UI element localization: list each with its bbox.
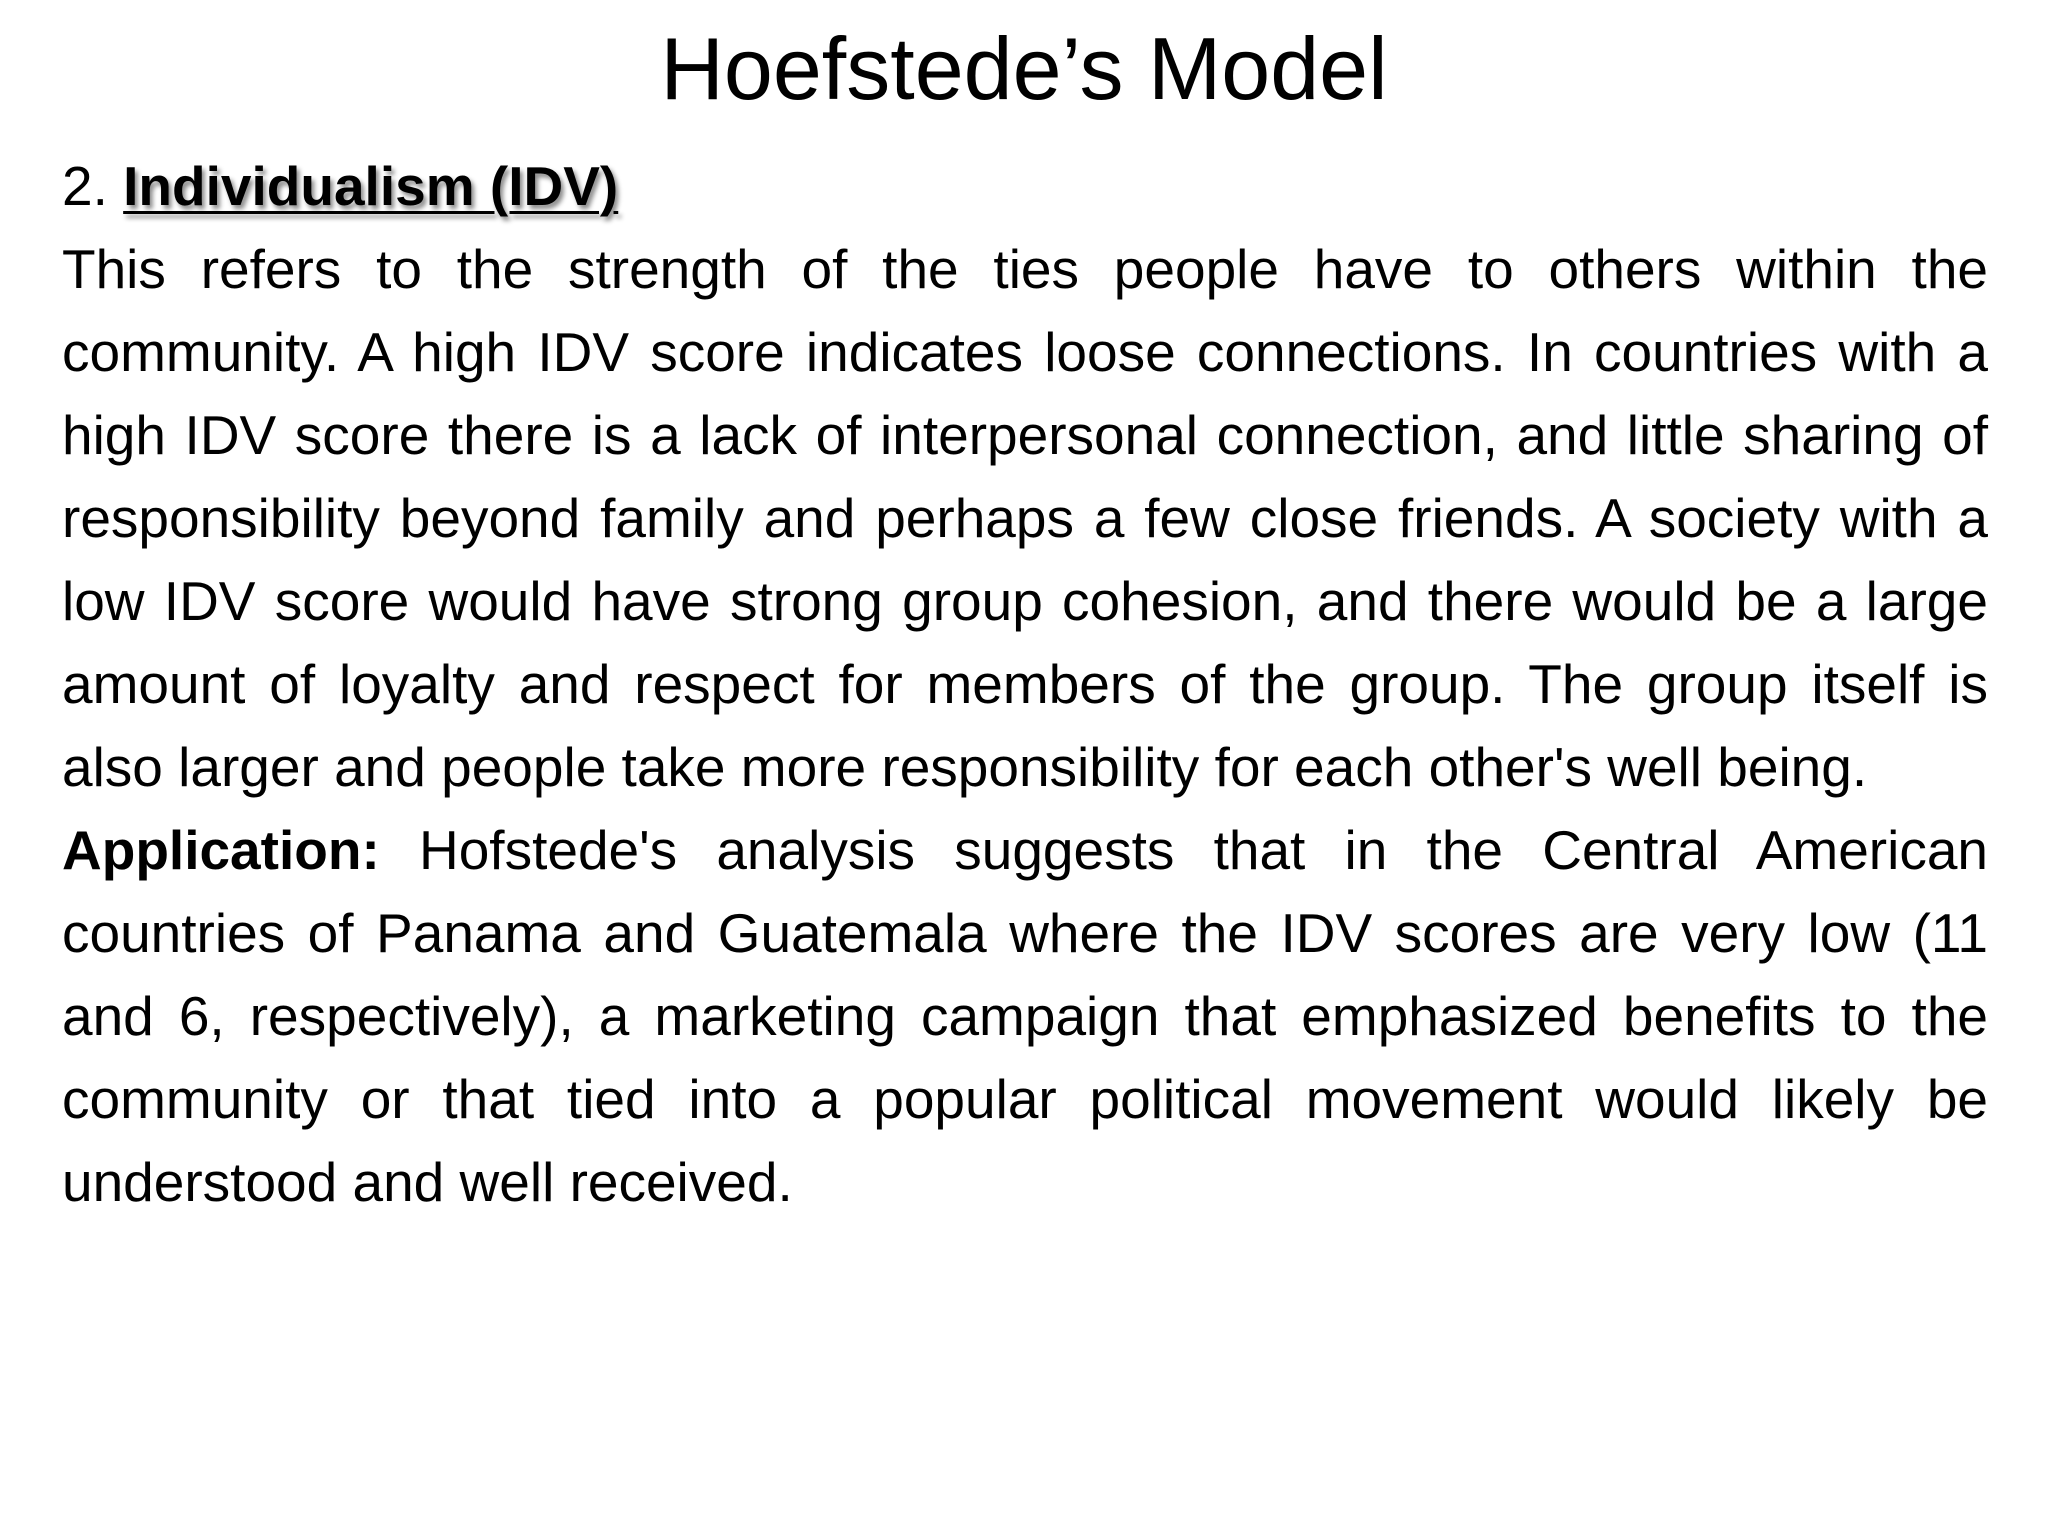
description-paragraph: This refers to the strength of the ties people have to others within the community. A high IDV score indicates loose connections. In countries with a high IDV score there is a lack of interpersonal connection, and little sharing of responsibility beyond family and perhaps a few close friends. A society with a low IDV score would have strong group cohesion, and there would be a large amount of loyalty and respect for members of the group. The group itself is also larger and people take more responsibility for each other's well being.	[62, 238, 1988, 798]
application-paragraph	[62, 809, 1988, 1224]
section-number: 2.	[62, 155, 108, 217]
section-term: Individualism (IDV)	[123, 155, 619, 217]
slide-body	[62, 145, 1988, 1224]
section-heading	[62, 145, 1988, 228]
slide-title: Hoefstede’s Model	[660, 19, 1388, 118]
application-label: Application:	[62, 819, 380, 881]
application-text: Hofstede's analysis suggests that in the Central American countries of Panama and Guatemala where the IDV scores are very low (11 and 6, respectively), a marketing campaign that emphasized benefits to the community or that tied into a popular political movement would likely be understood and well received.	[62, 819, 1988, 1213]
